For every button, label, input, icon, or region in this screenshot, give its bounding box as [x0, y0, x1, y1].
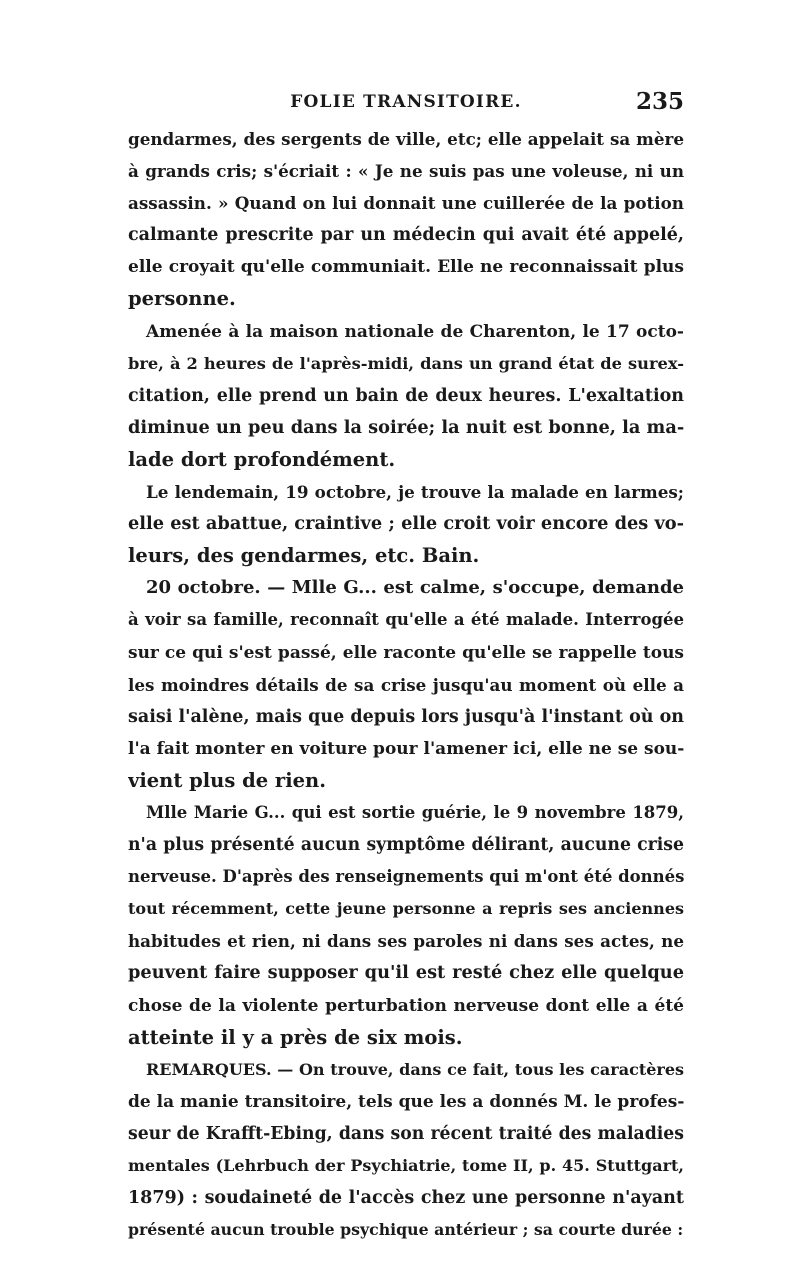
text-line: vient plus de rien.: [128, 768, 326, 792]
text-line: à voir sa famille, reconnaît qu'elle a été malade. Interrogée: [128, 610, 684, 630]
text-line: peuvent faire supposer qu'il est resté chez elle quelque: [128, 962, 684, 984]
text-line: Amenée à la maison nationale de Charenton, le 17 octo-: [146, 321, 684, 342]
running-title: FOLIE TRANSITOIRE.: [290, 92, 522, 112]
text-line: leurs, des gendarmes, etc. Bain.: [128, 544, 480, 568]
text-line: les moindres détails de sa crise jusqu'au moment où elle a: [128, 674, 684, 695]
text-line: lade dort profondément.: [128, 447, 396, 471]
text-line: tout récemment, cette jeune personne a repris ses anciennes: [128, 899, 684, 919]
text-line: assassin. » Quand on lui donnait une cuillerée de la potion: [128, 193, 684, 214]
text-line: gendarmes, des sergents de ville, etc; elle appelait sa mère: [128, 129, 684, 149]
text-line: citation, elle prend un bain de deux heures. L'exaltation: [128, 385, 684, 406]
text-line: REMARQUES. — On trouve, dans ce fait, tous les caractères: [146, 1059, 684, 1079]
text-line: présenté aucun trouble psychique antérieur ; sa courte durée :: [128, 1220, 684, 1240]
text-line: diminue un peu dans la soirée; la nuit est bonne, la ma-: [128, 416, 684, 438]
text-line: n'a plus présenté aucun symptôme délirant, aucune crise: [128, 835, 684, 856]
text-line: habitudes et rien, ni dans ses paroles ni dans ses actes, ne: [128, 931, 684, 952]
text-line: nerveuse. D'après des renseignements qui m'ont été donnés: [128, 867, 684, 887]
page-number: 235: [635, 88, 684, 115]
text-line: elle est abattue, craintive ; elle croit voir encore des vo-: [128, 513, 684, 535]
text-line: personne.: [128, 287, 236, 311]
text-line: de la manie transitoire, tels que les a donnés M. le profes-: [128, 1091, 684, 1112]
text-line: seur de Krafft-Ebing, dans son récent traité des maladies: [128, 1123, 684, 1144]
text-line: atteinte il y a près de six mois.: [128, 1025, 463, 1049]
text-line: sur ce qui s'est passé, elle raconte qu'elle se rappelle tous: [128, 642, 684, 663]
text-line: chose de la violente perturbation nerveuse dont elle a été: [128, 995, 684, 1016]
text-line: 1879) : soudaineté de l'accès chez une personne n'ayant: [128, 1188, 684, 1209]
text-line: Le lendemain, 19 octobre, je trouve la malade en larmes;: [146, 482, 684, 503]
text-line: mentales (Lehrbuch der Psychiatrie, tome II, p. 45. Stuttgart,: [128, 1156, 684, 1175]
text-line: Mlle Marie G... qui est sortie guérie, le 9 novembre 1879,: [146, 802, 684, 822]
text-line: à grands cris; s'écriait : « Je ne suis pas une voleuse, ni un: [128, 161, 684, 182]
running-head: [128, 88, 684, 120]
text-line: elle croyait qu'elle communiait. Elle ne reconnaissait plus: [128, 257, 684, 278]
text-line: saisi l'alène, mais que depuis lors jusqu'à l'instant où on: [128, 706, 684, 727]
text-line: calmante prescrite par un médecin qui avait été appelé,: [128, 225, 684, 246]
text-line: l'a fait monter en voiture pour l'amener ici, elle ne se sou-: [128, 738, 684, 759]
text-line: 20 octobre. — Mlle G... est calme, s'occupe, demande: [146, 577, 684, 599]
text-line: bre, à 2 heures de l'après-midi, dans un grand état de surex-: [128, 353, 684, 373]
body-text: [128, 123, 684, 1246]
